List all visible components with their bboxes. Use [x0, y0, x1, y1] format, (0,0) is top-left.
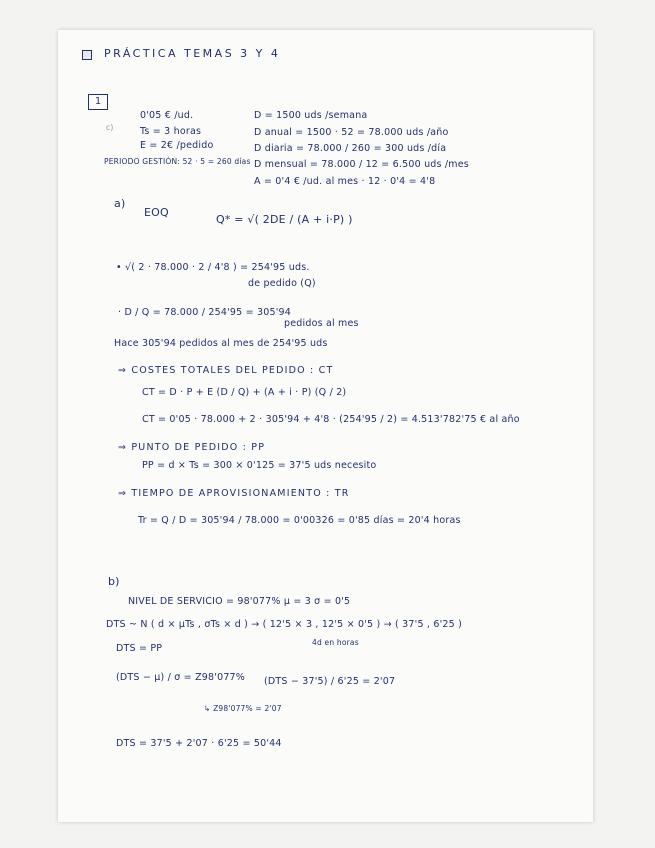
- e-value: E = 2€ /pedido: [140, 140, 214, 151]
- dts-result: DTS = 37'5 + 2'07 · 6'25 = 50'44: [116, 738, 282, 749]
- part-a-label: a): [114, 197, 126, 210]
- orders-note: pedidos al mes: [284, 318, 359, 329]
- dts-hours-note: 4d en horas: [312, 638, 359, 647]
- z-value: ↳ Z98'077% = 2'07: [204, 704, 282, 713]
- z-formula: (DTS − μ) / σ = Z98'077%: [116, 672, 246, 683]
- eoq-note: de pedido (Q): [248, 278, 316, 289]
- eoq-formula: Q* = √( 2DE / (A + i·P) ): [216, 213, 353, 226]
- service-level-line: NIVEL DE SERVICIO = 98'077% μ = 3 σ = 0'5: [128, 596, 351, 607]
- lead-time-title: ⇒ TIEMPO DE APROVISIONAMIENTO : TR: [118, 488, 350, 499]
- hace-line: Hace 305'94 pedidos al mes de 254'95 uds: [114, 338, 328, 349]
- reorder-calculation: PP = d × Ts = 300 × 0'125 = 37'5 uds necesito: [142, 460, 377, 471]
- management-period: PERIODO GESTIÓN: 52 · 5 = 260 días: [104, 157, 251, 166]
- eoq-calculation: • √( 2 · 78.000 · 2 / 4'8 ) = 254'95 uds.: [116, 262, 310, 273]
- problem-number: 1: [88, 94, 108, 110]
- demand-monthly: D mensual = 78.000 / 12 = 6.500 uds /mes: [254, 159, 469, 170]
- dts-distribution: DTS ~ N ( d × μTs , σTs × d ) → ( 12'5 × 3 , 12'5 × 0'5 ) → ( 37'5 , 6'25 ): [106, 619, 463, 630]
- z-calculation: (DTS − 37'5) / 6'25 = 2'07: [264, 676, 396, 687]
- orders-calculation: · D / Q = 78.000 / 254'95 = 305'94: [118, 307, 292, 318]
- dts-equals-pp: DTS = PP: [116, 643, 163, 654]
- eoq-label: EOQ: [144, 206, 169, 219]
- holding-cost: A = 0'4 € /ud. al mes · 12 · 0'4 = 4'8: [254, 176, 436, 187]
- reorder-title: ⇒ PUNTO DE PEDIDO : PP: [118, 442, 266, 453]
- ct-calculation: CT = 0'05 · 78.000 + 2 · 305'94 + 4'8 · (254'95 / 2) = 4.513'782'75 € al año: [142, 414, 520, 425]
- page-title: PRÁCTICA TEMAS 3 Y 4: [104, 47, 281, 60]
- bullet-square-icon: [82, 50, 92, 60]
- lead-time-calculation: Tr = Q / D = 305'94 / 78.000 = 0'00326 = 0'85 días = 20'4 horas: [138, 515, 461, 526]
- demand-annual: D anual = 1500 · 52 = 78.000 uds /año: [254, 127, 449, 138]
- demand-daily: D diaria = 78.000 / 260 = 300 uds /día: [254, 143, 447, 154]
- c-mark: c): [106, 123, 114, 132]
- ts-value: Ts = 3 horas: [140, 126, 202, 137]
- ct-formula: CT = D · P + E (D / Q) + (A + i · P) (Q / 2): [142, 387, 347, 398]
- costs-title: ⇒ COSTES TOTALES DEL PEDIDO : CT: [118, 365, 334, 376]
- unit-cost: 0'05 € /ud.: [140, 110, 194, 121]
- notebook-page: [58, 30, 593, 822]
- demand-weekly: D = 1500 uds /semana: [254, 110, 368, 121]
- part-b-label: b): [108, 575, 120, 588]
